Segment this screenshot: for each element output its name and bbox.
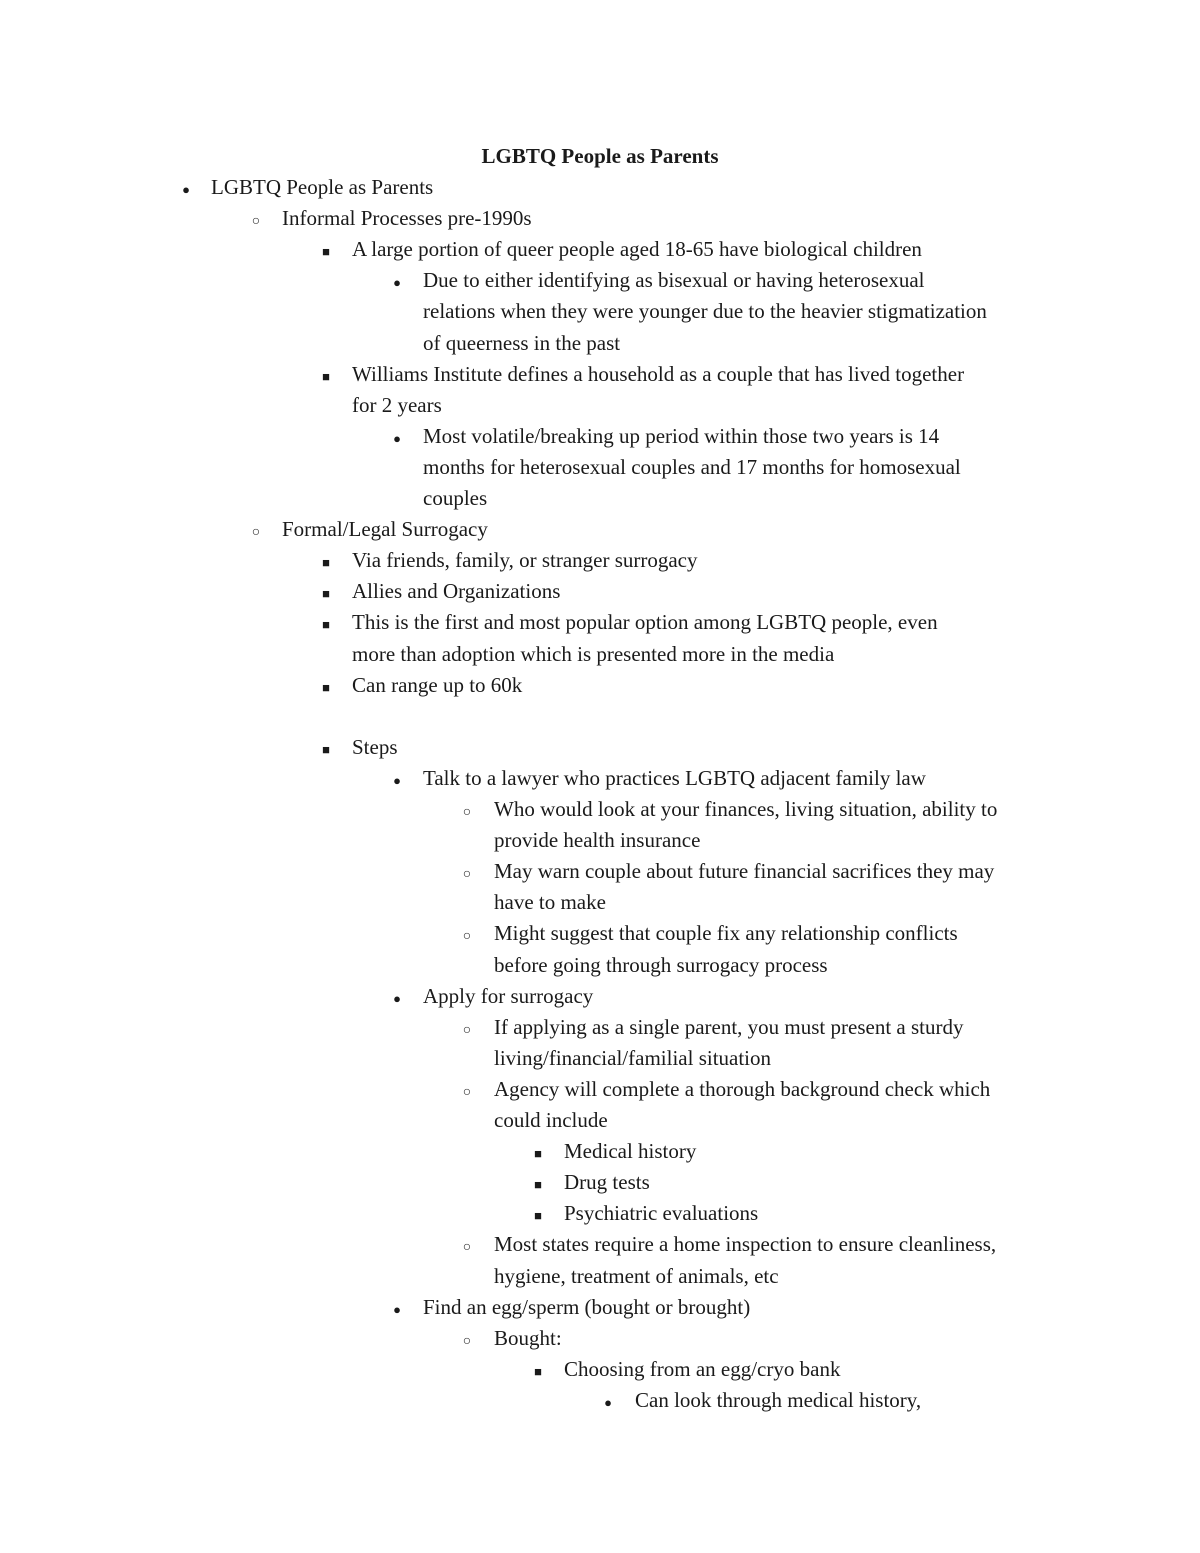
outline-line: have to make [494,890,606,914]
square-bullet-icon [528,1354,548,1387]
outline-line: of queerness in the past [423,331,621,355]
square-bullet-icon [528,1136,548,1169]
outline-line: hygiene, treatment of animals, etc [494,1264,779,1288]
outline-line: Can range up to 60k [352,673,523,697]
disc-bullet-icon [387,265,407,298]
outline-line: Might suggest that couple fix any relationship conflicts [494,921,958,945]
outline-line: months for heterosexual couples and 17 months for homosexual [423,455,961,479]
outline-line: Choosing from an egg/cryo bank [564,1357,841,1381]
outline-line: Drug tests [564,1170,650,1194]
square-bullet-icon [316,670,336,703]
outline-line: May warn couple about future financial sacrifices they may [494,859,995,883]
circle-bullet-icon [457,1074,477,1108]
outline-line: Williams Institute defines a household as a couple that has lived together [352,362,965,386]
circle-bullet-icon [457,794,477,828]
outline-line: Who would look at your finances, living situation, ability to [494,797,998,821]
outline-line: Bought: [494,1326,562,1350]
outline-line: provide health insurance [494,828,701,852]
square-bullet-icon [316,234,336,267]
disc-bullet-icon [387,1292,407,1325]
square-bullet-icon [528,1167,548,1200]
outline-line: Formal/Legal Surrogacy [282,517,488,541]
disc-bullet-icon [176,172,196,205]
disc-bullet-icon [598,1385,618,1418]
outline-line: Most states require a home inspection to ensure cleanliness, [494,1232,997,1256]
outline-line: LGBTQ People as Parents [211,175,434,199]
outline-line: Due to either identifying as bisexual or having heterosexual [423,268,925,292]
outline-line: Can look through medical history, [635,1388,922,1412]
document-title: LGBTQ People as Parents [481,144,719,168]
outline-line: Agency will complete a thorough background check which [494,1077,991,1101]
disc-bullet-icon [387,763,407,796]
square-bullet-icon [316,576,336,609]
outline-line: for 2 years [352,393,442,417]
outline-line: Most volatile/breaking up period within those two years is 14 [423,424,940,448]
outline-line: couples [423,486,488,510]
square-bullet-icon [528,1198,548,1231]
disc-bullet-icon [387,421,407,454]
circle-bullet-icon [457,1012,477,1046]
outline-line: before going through surrogacy process [494,953,828,977]
circle-bullet-icon [246,203,266,237]
outline-line: Talk to a lawyer who practices LGBTQ adjacent family law [423,766,926,790]
outline-line: If applying as a single parent, you must present a sturdy [494,1015,964,1039]
outline-line: Find an egg/sperm (bought or brought) [423,1295,751,1319]
circle-bullet-icon [457,918,477,952]
outline-line: could include [494,1108,608,1132]
circle-bullet-icon [457,1323,477,1357]
outline-line: relations when they were younger due to the heavier stigmatization [423,299,987,323]
outline-line: Informal Processes pre-1990s [282,206,532,230]
outline-line: more than adoption which is presented more in the media [352,642,835,666]
outline-line: This is the first and most popular option among LGBTQ people, even [352,610,938,634]
outline-line: Via friends, family, or stranger surrogacy [352,548,698,572]
outline-line: Medical history [564,1139,697,1163]
square-bullet-icon [316,607,336,640]
circle-bullet-icon [457,856,477,890]
outline-line: Apply for surrogacy [423,984,594,1008]
outline-line: living/financial/familial situation [494,1046,772,1070]
circle-bullet-icon [246,514,266,548]
outline-line: Steps [352,735,398,759]
square-bullet-icon [316,545,336,578]
disc-bullet-icon [387,981,407,1014]
outline-line: Psychiatric evaluations [564,1201,759,1225]
square-bullet-icon [316,359,336,392]
circle-bullet-icon [457,1229,477,1263]
square-bullet-icon [316,732,336,765]
outline-line: A large portion of queer people aged 18-65 have biological children [352,237,922,261]
outline-line: Allies and Organizations [352,579,561,603]
